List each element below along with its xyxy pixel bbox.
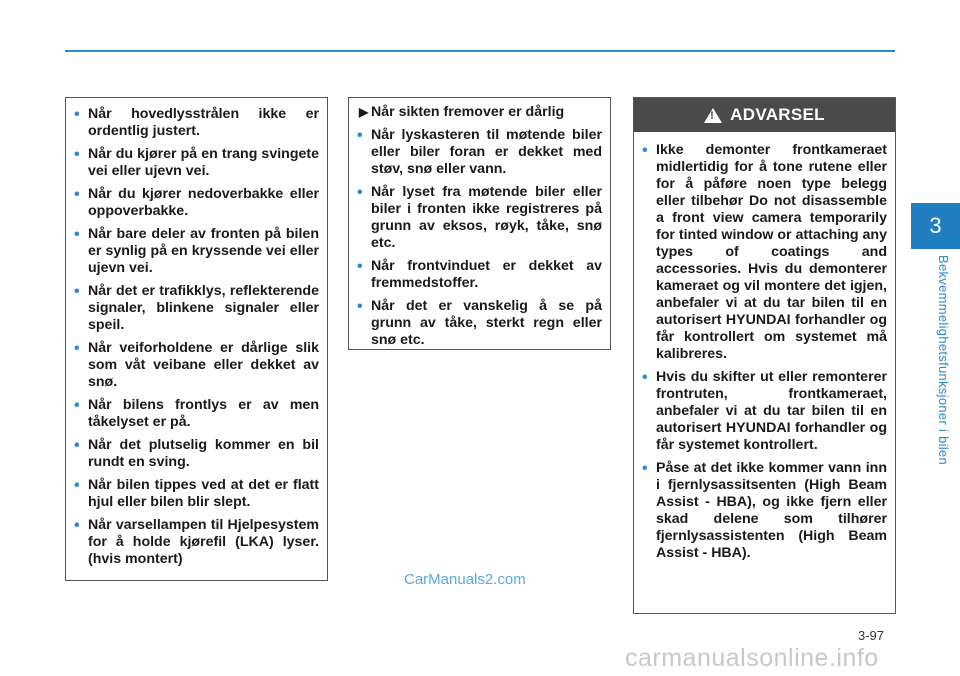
page-number: 3-97 <box>858 628 885 643</box>
list-item: • Når lyskasteren til møtende biler eller biler foran er dekket med støv, snø eller vann. <box>349 127 602 178</box>
conditions-box-middle <box>348 97 611 350</box>
footer-watermark: carmanualsonline.info <box>625 644 879 672</box>
warning-triangle-icon <box>704 108 722 123</box>
list-item: • Når veiforholdene er dårlige slik som våt veibane eller dekket av snø. <box>66 340 319 391</box>
list-item: • Når bilens frontlys er av men tåkelyset er på. <box>66 397 319 431</box>
conditions-list-middle <box>349 127 602 349</box>
list-item: • Påse at det ikke kommer vann inn i fjernlysassitsenten (High Beam Assist - HBA), og ikke fjern eller skad delene som tilhører fjernlysassistenten (High Beam Assist - HBA). <box>634 460 887 562</box>
list-item: • Når det er vanskelig å se på grunn av tåke, sterkt regn eller snø etc. <box>349 298 602 349</box>
list-item: • Når varsellampen til Hjelpesystem for å holde kjørefil (LKA) lyser. (hvis montert) <box>66 517 319 568</box>
chapter-tab: 3 <box>911 203 960 249</box>
warning-body <box>634 132 895 562</box>
watermark-link[interactable]: CarManuals2.com <box>404 571 526 588</box>
warning-list <box>634 142 887 562</box>
list-item: • Hvis du skifter ut eller remonterer frontruten, frontkameraet, anbefaler vi at du tar bilen til en autorisert HYUNDAI forhandler og får systemet kontrollert. <box>634 369 887 454</box>
list-item: • Når frontvinduet er dekket av fremmedstoffer. <box>349 258 602 292</box>
list-item: • Når bare deler av fronten på bilen er synlig på en kryssende vei eller ujevn vei. <box>66 226 319 277</box>
warning-title: ADVARSEL <box>730 105 825 124</box>
list-item: • Når bilen tippes ved at det er flatt hjul eller bilen blir slept. <box>66 477 319 511</box>
visibility-heading-text: Når sikten fremover er dårlig <box>371 104 565 120</box>
visibility-heading <box>349 104 602 121</box>
list-item: • Når lyset fra møtende biler eller biler i fronten ikke registreres på grunn av eksos, røyk, tåke, snø etc. <box>349 184 602 252</box>
list-item: • Når du kjører nedoverbakke eller oppoverbakke. <box>66 186 319 220</box>
list-item: • Når det er trafikklys, reflekterende signaler, blinkene signaler eller speil. <box>66 283 319 334</box>
list-item: • Ikke demonter frontkameraet midlertidig for å tone rutene eller for å påføre noen type belegg eller tilbehør Do not disassemble a front view camera temporarily for tinted window or attaching any types of coatings and accessories. Hvis du demonterer kameraet og vil montere det igjen, anbefaler vi at du tar bilen til en autorisert HYUNDAI forhandler og får kontrollert om systemet må kalibreres. <box>634 142 887 363</box>
conditions-box-left <box>65 97 328 581</box>
warning-header <box>634 98 895 132</box>
triangle-right-icon: ▶ <box>359 105 369 119</box>
top-rule <box>65 50 895 52</box>
list-item: • Når det plutselig kommer en bil rundt en sving. <box>66 437 319 471</box>
warning-box <box>633 97 896 614</box>
chapter-title: Bekvemmelighetsfunksjoner i bilen <box>936 255 951 466</box>
conditions-list-left <box>66 106 319 568</box>
list-item: • Når du kjører på en trang svingete vei eller ujevn vei. <box>66 146 319 180</box>
list-item: • Når hovedlysstrålen ikke er ordentlig justert. <box>66 106 319 140</box>
